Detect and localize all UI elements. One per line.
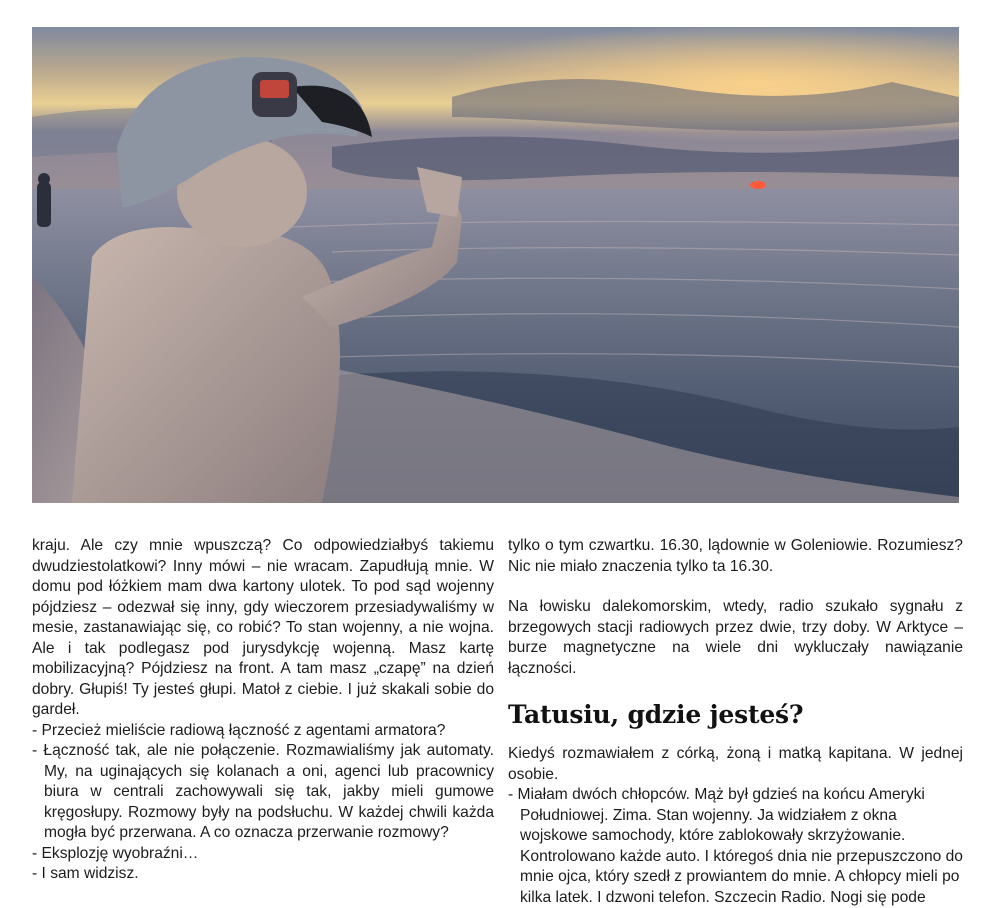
dialogue-line: - Eksplozję wyobraźni… (32, 844, 199, 862)
paragraph: kraju. Ale czy mnie wpuszczą? Co odpowiedziałbyś takiemu dwudziestolatkowi? Inny mówi – nie wracam. Zapudłują mnie. W domu pod łóżkiem mam dwa kartony ulotek. To pod sąd wojenny pójdziesz – odezwał się inny, gdy wieczorem przesiadywaliśmy w mesie, zastanawiając się, co robić? To stan wojenny, a nie wojna. Ale i tak podlegasz pod jurysdykcję wojenną. Masz kartę mobilizacyjną? Pójdziesz na front. A tam masz „czapę” na dzień dobry. Głupiś! Ty jesteś głupi. Matoł z ciebie. I już skakali sobie do gardeł. (32, 537, 494, 718)
dialogue-line: - Przecież mieliście radiową łączność z agentami armatora? (32, 721, 446, 739)
beach-sunset-child-photo-icon (32, 27, 959, 503)
section-heading: Tatusiu, gdzie jesteś? (508, 700, 804, 729)
beach-sunset-photo (32, 27, 959, 503)
paragraph: Na łowisku dalekomorskim, wtedy, radio szukało sygnału z brzegowych stacji radiowych przez dwie, trzy doby. W Arktyce – burze magnetyczne na wiele dni wykluczały nawiązanie łączności. (508, 598, 963, 677)
article-column-right (508, 536, 963, 908)
dialogue-line: - Łączność tak, ale nie połączenie. Rozmawialiśmy jak automaty. My, na uginających się kolanach a oni, agenci lub pracownicy biura w centrali zachowywali się tak, jakby mieli gumowe kręgosłupy. Rozmowy były na podsłuchu. W każdej chwili każda mogła być przerwana. A co oznacza przerwanie rozmowy? (32, 742, 494, 841)
article-column-left (32, 536, 494, 885)
paragraph: Kiedyś rozmawiałem z córką, żoną i matką kapitana. W jednej osobie. (508, 745, 963, 783)
dialogue-line: - I sam widzisz. (32, 865, 139, 882)
paragraph: tylko o tym czwartku. 16.30, lądownie w Goleniowie. Rozumiesz? Nic nie miało znaczenia tylko ta 16.30. (508, 537, 963, 575)
dialogue-line: - Miałam dwóch chłopców. Mąż był gdzieś na końcu Ameryki Południowej. Zima. Stan wojenny. Ja widziałem z okna wojskowe samochody, które zablokowały skrzyżowanie. Kontrolowano każde auto. I któregoś dnia nie przepuszczono do mnie ojca, który szedł z prowiantem do mnie. A chłopcy mieli po kilka latek. I dzwoni telefon. Szczecin Radio. Nogi się pode (508, 786, 963, 906)
